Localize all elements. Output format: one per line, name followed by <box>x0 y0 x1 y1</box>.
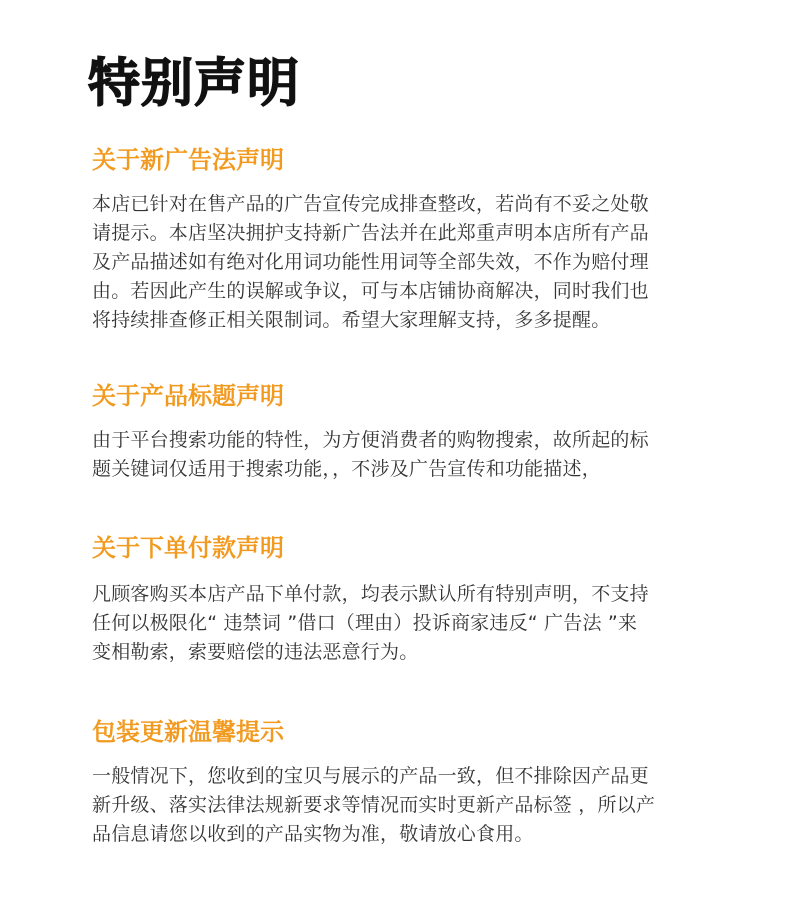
body-line: 任何以极限化“ 违禁词 ”借口（理由）投诉商家违反“ 广告法 ”来 <box>92 612 638 634</box>
body-line: 一般情况下，您收到的宝贝与展示的产品一致，但不排除因产品更 <box>92 765 649 787</box>
body-line: 变相勒索，索要赔偿的违法恶意行为。 <box>92 641 419 663</box>
section-body <box>92 762 704 849</box>
body-line: 由于平台搜索功能的特性，为方便消费者的购物搜索，故所起的标 <box>92 429 649 451</box>
section-heading: 包装更新温馨提示 <box>92 718 284 746</box>
body-line: 请提示。本店坚决拥护支持新广告法并在此郑重声明本店所有产品 <box>92 222 649 244</box>
section-new-ad-law <box>92 144 704 335</box>
section-body <box>92 426 704 484</box>
section-packaging-update <box>92 716 704 849</box>
body-line: 品信息请您以收到的产品实物为准，敬请放心食用。 <box>92 823 534 845</box>
section-body <box>92 190 704 335</box>
body-line: 本店已针对在售产品的广告宣传完成排查整改，若尚有不妥之处敬 <box>92 193 649 215</box>
body-line: 将持续排查修正相关限制词。希望大家理解支持，多多提醒。 <box>92 309 611 331</box>
section-product-title <box>92 380 704 484</box>
body-line: 新升级、落实法律法规新要求等情况而实时更新产品标签 ，所以产 <box>92 794 656 816</box>
section-order-payment <box>92 532 704 667</box>
page-title: 特别声明 <box>88 54 301 114</box>
section-heading: 关于产品标题声明 <box>92 382 284 410</box>
body-line: 凡顾客购买本店产品下单付款，均表示默认所有特别声明，不支持 <box>92 583 649 605</box>
body-line: 由。若因此产生的误解或争议，可与本店铺协商解决，同时我们也 <box>92 280 649 302</box>
section-body <box>92 580 704 667</box>
body-line: 及产品描述如有绝对化用词功能性用词等全部失效，不作为赔付理 <box>92 251 649 273</box>
section-heading: 关于下单付款声明 <box>92 534 284 562</box>
section-heading: 关于新广告法声明 <box>92 146 284 174</box>
body-line: 题关键词仅适用于搜索功能，，不涉及广告宣传和功能描述， <box>92 458 601 480</box>
